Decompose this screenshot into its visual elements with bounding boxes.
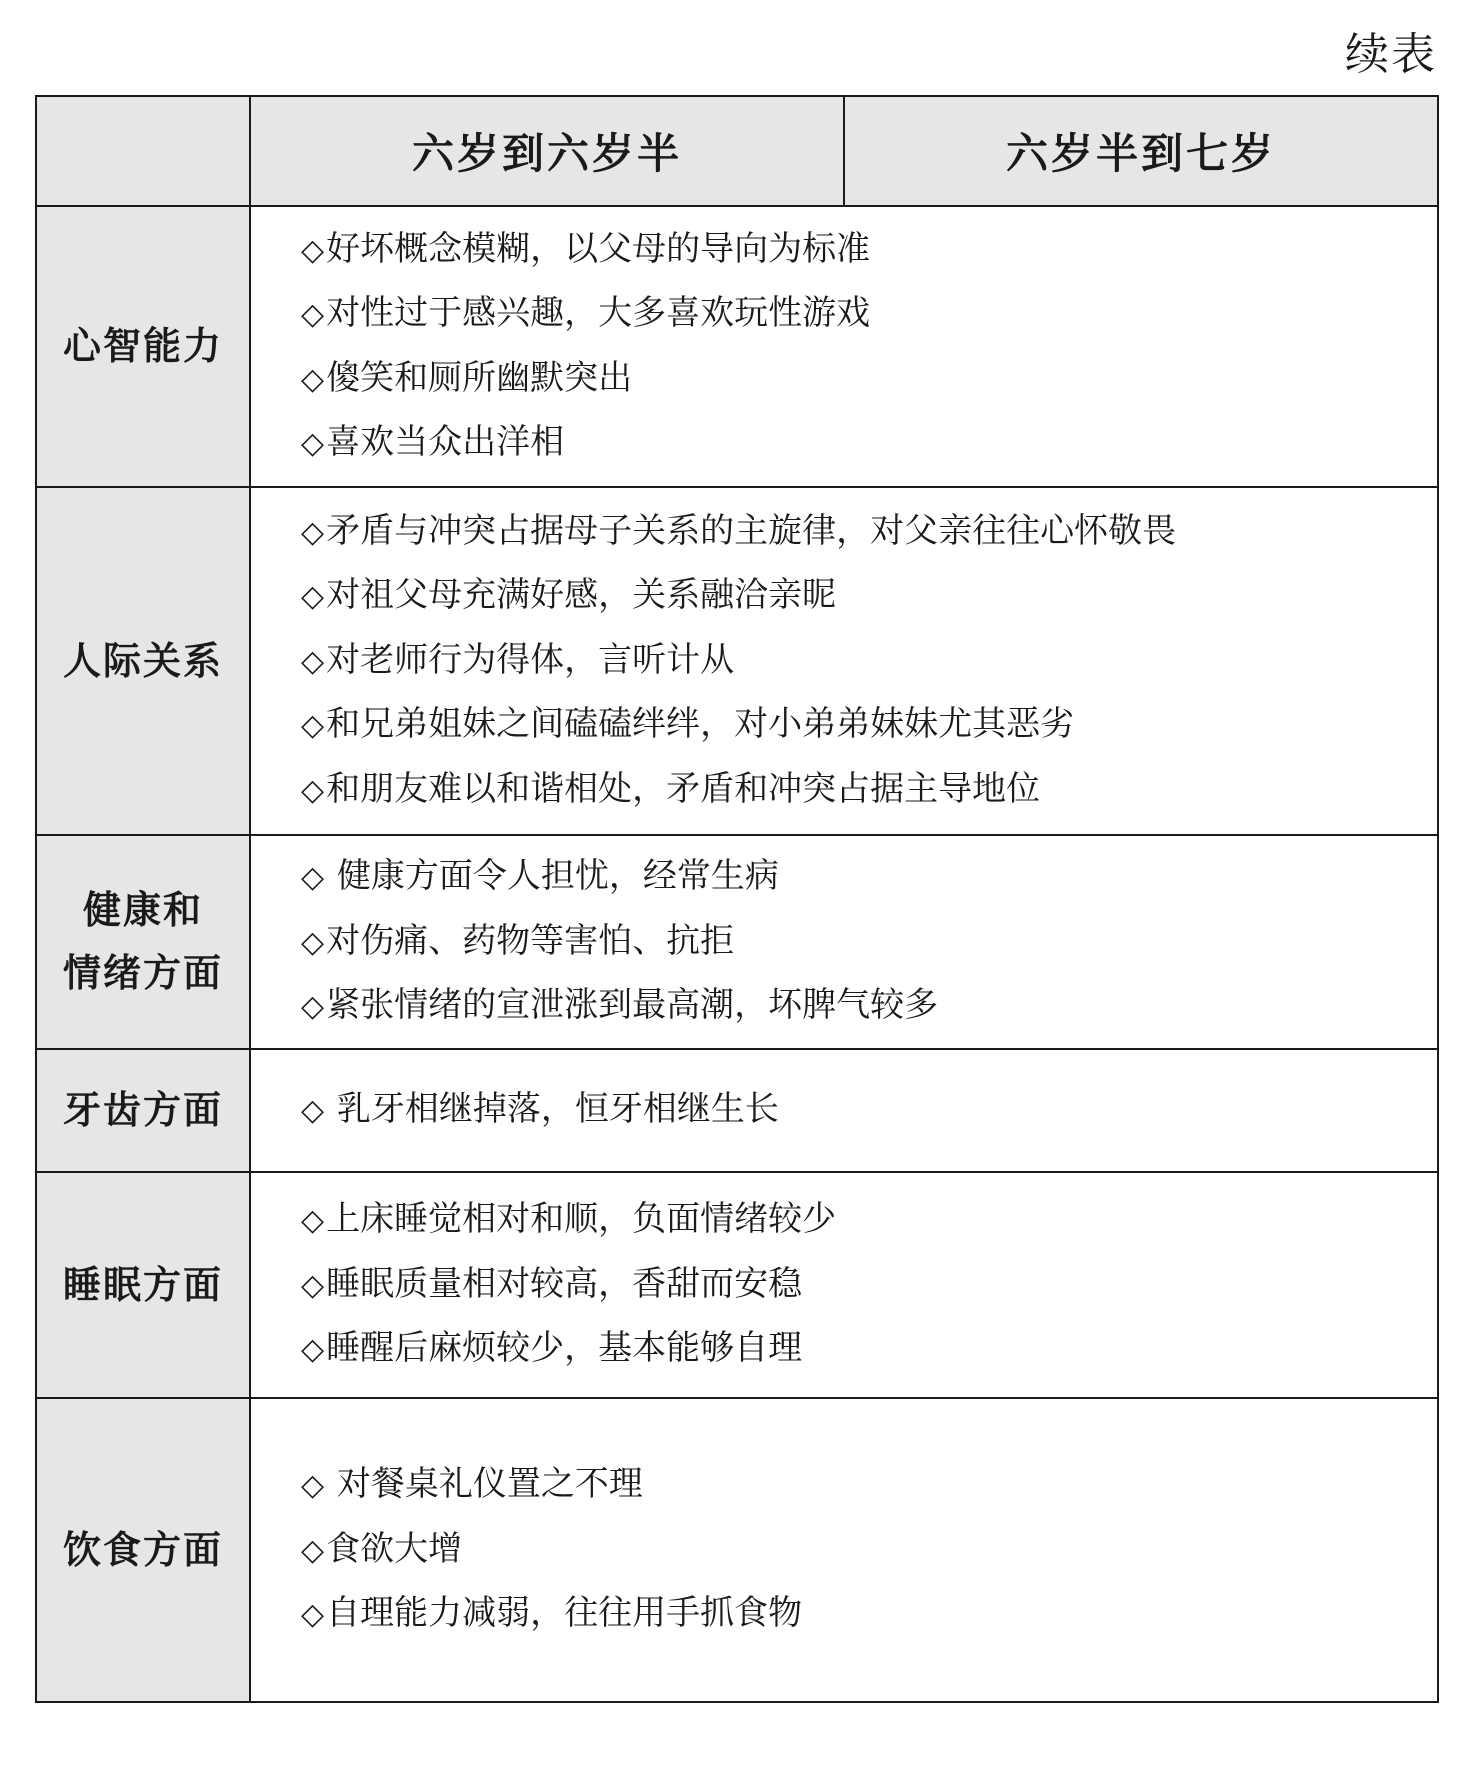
table-row	[36, 1398, 1438, 1702]
item-text: 紧张情绪的宣泄涨到最高潮，坏脾气较多	[326, 985, 939, 1026]
diamond-bullet-icon: ◇	[301, 772, 325, 808]
diamond-bullet-icon: ◇	[301, 989, 325, 1025]
category-cell	[36, 1049, 250, 1172]
item-text: 和朋友难以和谐相处，矛盾和冲突占据主导地位	[326, 768, 1041, 809]
diamond-bullet-icon: ◇	[301, 232, 325, 268]
list-item	[301, 693, 1437, 758]
content-cell	[250, 835, 1438, 1049]
list-item	[301, 1453, 1437, 1518]
diamond-bullet-icon: ◇	[301, 1468, 325, 1504]
list-item	[301, 411, 1437, 476]
diamond-bullet-icon: ◇	[301, 643, 325, 679]
item-text: 傻笑和厕所幽默突出	[326, 357, 633, 398]
continued-table-label: 续表	[1345, 29, 1437, 80]
diamond-bullet-icon: ◇	[301, 1267, 325, 1303]
category-label-line: 情绪方面	[62, 951, 223, 995]
diamond-bullet-icon: ◇	[301, 297, 325, 332]
diamond-bullet-icon: ◇	[301, 579, 325, 615]
diamond-bullet-icon: ◇	[301, 361, 325, 397]
item-text: 喜欢当众出洋相	[326, 422, 565, 462]
item-text: 睡醒后麻烦较少，基本能够自理	[326, 1328, 803, 1369]
item-text: 乳牙相继掉落，恒牙相继生长	[326, 1089, 779, 1130]
category-cell	[36, 206, 250, 487]
content-cell	[250, 487, 1438, 835]
category-label: 人际关系	[62, 638, 223, 683]
category-label: 心智能力	[62, 324, 223, 368]
category-label: 饮食方面	[62, 1527, 223, 1572]
diamond-bullet-icon: ◇	[301, 860, 325, 896]
table-row	[36, 1049, 1438, 1172]
list-item	[301, 758, 1437, 823]
diamond-bullet-icon: ◇	[301, 708, 325, 744]
category-cell	[36, 487, 250, 835]
diamond-bullet-icon: ◇	[301, 1532, 325, 1568]
item-text: 对老师行为得体，言听计从	[326, 639, 735, 680]
table-row	[36, 487, 1438, 835]
content-cell	[250, 1398, 1438, 1702]
item-text: 食欲大增	[326, 1528, 463, 1569]
content-cell	[250, 1172, 1438, 1398]
table-row	[36, 1172, 1438, 1398]
item-text: 对餐桌礼仪置之不理	[326, 1464, 643, 1505]
list-item	[301, 282, 1437, 347]
item-text: 睡眠质量相对较高，香甜而安稳	[326, 1263, 803, 1304]
list-item	[301, 1253, 1437, 1318]
header-corner-cell	[36, 96, 250, 206]
list-item	[301, 1518, 1437, 1583]
header-col-age-6-to-6-5: 六岁到六岁半	[250, 96, 844, 206]
category-cell	[36, 835, 250, 1049]
category-label: 牙齿方面	[62, 1088, 223, 1132]
table-row	[36, 835, 1438, 1049]
item-text: 矛盾与冲突占据母子关系的主旋律，对父亲往往心怀敬畏	[326, 510, 1177, 551]
header-col-age-6-5-to-7: 六岁半到七岁	[844, 96, 1438, 206]
diamond-bullet-icon: ◇	[301, 1093, 325, 1129]
item-text: 自理能力减弱，往往用手抓食物	[326, 1593, 803, 1634]
list-item	[301, 1188, 1437, 1253]
content-cell	[250, 1049, 1438, 1172]
diamond-bullet-icon: ◇	[301, 1597, 325, 1633]
item-text: 对伤痛、药物等害怕、抗拒	[326, 920, 735, 961]
development-table	[35, 95, 1439, 1703]
table-row	[36, 206, 1438, 487]
list-item	[301, 1317, 1437, 1382]
item-text: 对祖父母充满好感，关系融洽亲昵	[326, 575, 837, 616]
list-item	[301, 564, 1437, 629]
list-item	[301, 845, 1437, 910]
list-item	[301, 347, 1437, 412]
item-text: 和兄弟姐妹之间磕磕绊绊，对小弟弟妹妹尤其恶劣	[326, 704, 1075, 745]
table-header-row	[36, 96, 1438, 206]
list-item	[301, 1582, 1437, 1647]
category-cell	[36, 1172, 250, 1398]
list-item	[301, 910, 1437, 975]
item-text: 上床睡觉相对和顺，负面情绪较少	[326, 1199, 837, 1240]
category-label: 睡眠方面	[62, 1262, 223, 1307]
item-text: 好坏概念模糊，以父母的导向为标准	[326, 228, 871, 269]
list-item	[301, 974, 1437, 1039]
diamond-bullet-icon: ◇	[301, 924, 325, 960]
item-text: 健康方面令人担忧，经常生病	[326, 856, 779, 897]
diamond-bullet-icon: ◇	[301, 426, 325, 461]
diamond-bullet-icon: ◇	[301, 1203, 325, 1239]
content-cell	[250, 206, 1438, 487]
item-text: 对性过于感兴趣，大多喜欢玩性游戏	[326, 293, 871, 333]
diamond-bullet-icon: ◇	[301, 514, 325, 550]
list-item	[301, 629, 1437, 694]
list-item	[301, 218, 1437, 283]
list-item	[301, 1078, 1437, 1143]
diamond-bullet-icon: ◇	[301, 1332, 325, 1368]
list-item	[301, 500, 1437, 565]
category-cell	[36, 1398, 250, 1702]
category-label-line: 健康和	[82, 888, 203, 932]
